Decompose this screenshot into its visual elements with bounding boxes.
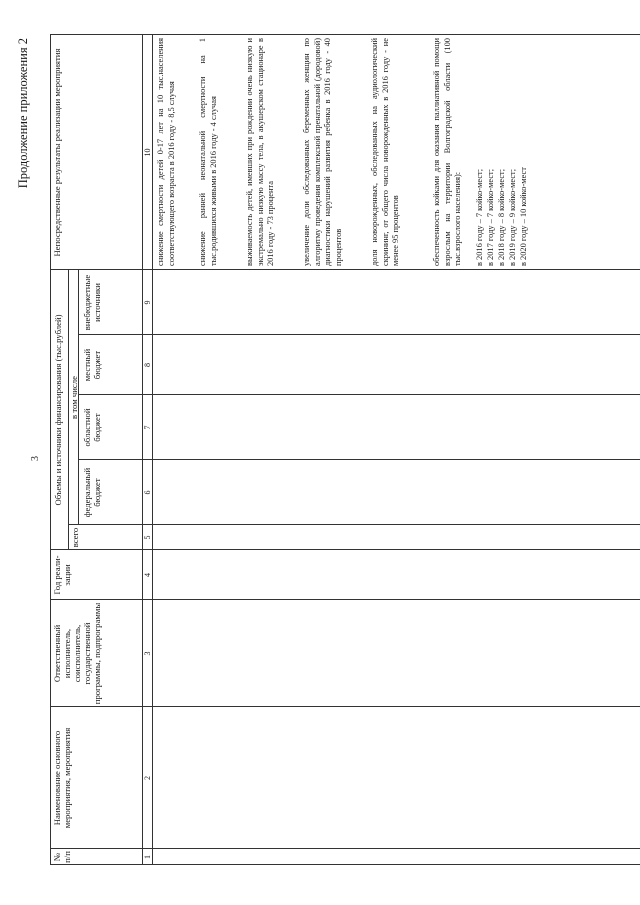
col-number: 3: [143, 651, 152, 656]
header-incl: в том числе: [69, 376, 79, 419]
header-year: Год реали-зации: [52, 555, 72, 595]
result-item: в 2017 году – 7 койко-мест;: [486, 168, 495, 266]
result-item: выживаемость детей, имевших при рождении очень низкую и экстремально низкую массу тела, в акушерском стационаре в 2016 году - 73 процента: [245, 38, 276, 266]
result-item: обеспеченность койками для оказания паллиативной помощи взрослым на территории Волгоградской области (100 тыс.взрослого населения):: [432, 38, 463, 266]
col-divider: [78, 334, 640, 335]
appendix-title: Продолжение приложения 2: [16, 38, 30, 189]
col-divider: [68, 524, 640, 525]
col-number: 5: [143, 535, 152, 540]
col-divider: [50, 599, 640, 600]
header-extrabudget: внебюджетные источники: [82, 274, 102, 331]
col-number: 2: [143, 776, 152, 780]
header-local: местный бюджет: [82, 348, 102, 382]
col-number: 1: [143, 855, 152, 859]
col-number: 8: [143, 363, 152, 367]
header-no: № п/п: [52, 851, 72, 863]
page-number: 3: [30, 456, 41, 461]
result-item: в 2018 году – 8 койко-мест;: [497, 168, 506, 266]
col-divider: [78, 394, 640, 395]
col-divider: [50, 848, 640, 849]
col-number: 4: [143, 573, 152, 577]
header-results: Непосредственные результаты реализации мероприятия: [52, 48, 62, 257]
col-divider: [50, 34, 640, 35]
result-item: снижение ранней неонатальной смертности на 1 тыс.родившихся живыми в 2016 году - 4 случая: [198, 38, 218, 266]
header-name: Наименование основного мероприятия, мероприятия: [52, 727, 72, 829]
program-table: [50, 35, 640, 865]
col-number: 10: [143, 148, 152, 157]
col-divider: [50, 864, 640, 865]
numbers-bottom-rule: [152, 35, 153, 865]
col-divider: [50, 269, 640, 270]
result-item: снижение смертности детей 0-17 лет на 10 тыс.населения соответствующего возраста в 2016 году - 8,5 случая: [156, 38, 176, 266]
header-federal: федеральный бюджет: [82, 467, 102, 518]
col-divider: [50, 549, 640, 550]
result-item: в 2016 году – 7 койко-мест;: [475, 168, 484, 266]
table-top-border: [50, 35, 51, 865]
header-executor: Ответственный исполнитель, соисполнитель, государственной программы, подпрограммы: [52, 602, 102, 705]
header-regional: областной бюджет: [82, 408, 102, 447]
result-item: доля новорожденных, обследованных на аудиологический скрининг, от общего числа новорожденных в 2016 году - не менее 95 процентов: [370, 38, 401, 266]
col-number: 9: [143, 300, 152, 305]
col-divider: [78, 459, 640, 460]
header-finance: Объемы и источники финансирования (тыс.рублей): [53, 314, 63, 506]
col-divider: [50, 706, 640, 707]
col-number: 7: [143, 425, 152, 430]
col-number: 6: [143, 490, 152, 495]
result-item: в 2020 году – 10 койко-мест: [519, 167, 528, 266]
result-item: увеличение доли обследованных беременных женщин по алгоритму проведения комплексной пренатальной (дородовой) диагностики нарушений развития ребенка в 2016 году - 40 процентов: [302, 38, 344, 266]
header-total: всего: [70, 527, 80, 548]
result-item: в 2019 году – 9 койко-мест;: [508, 168, 517, 266]
